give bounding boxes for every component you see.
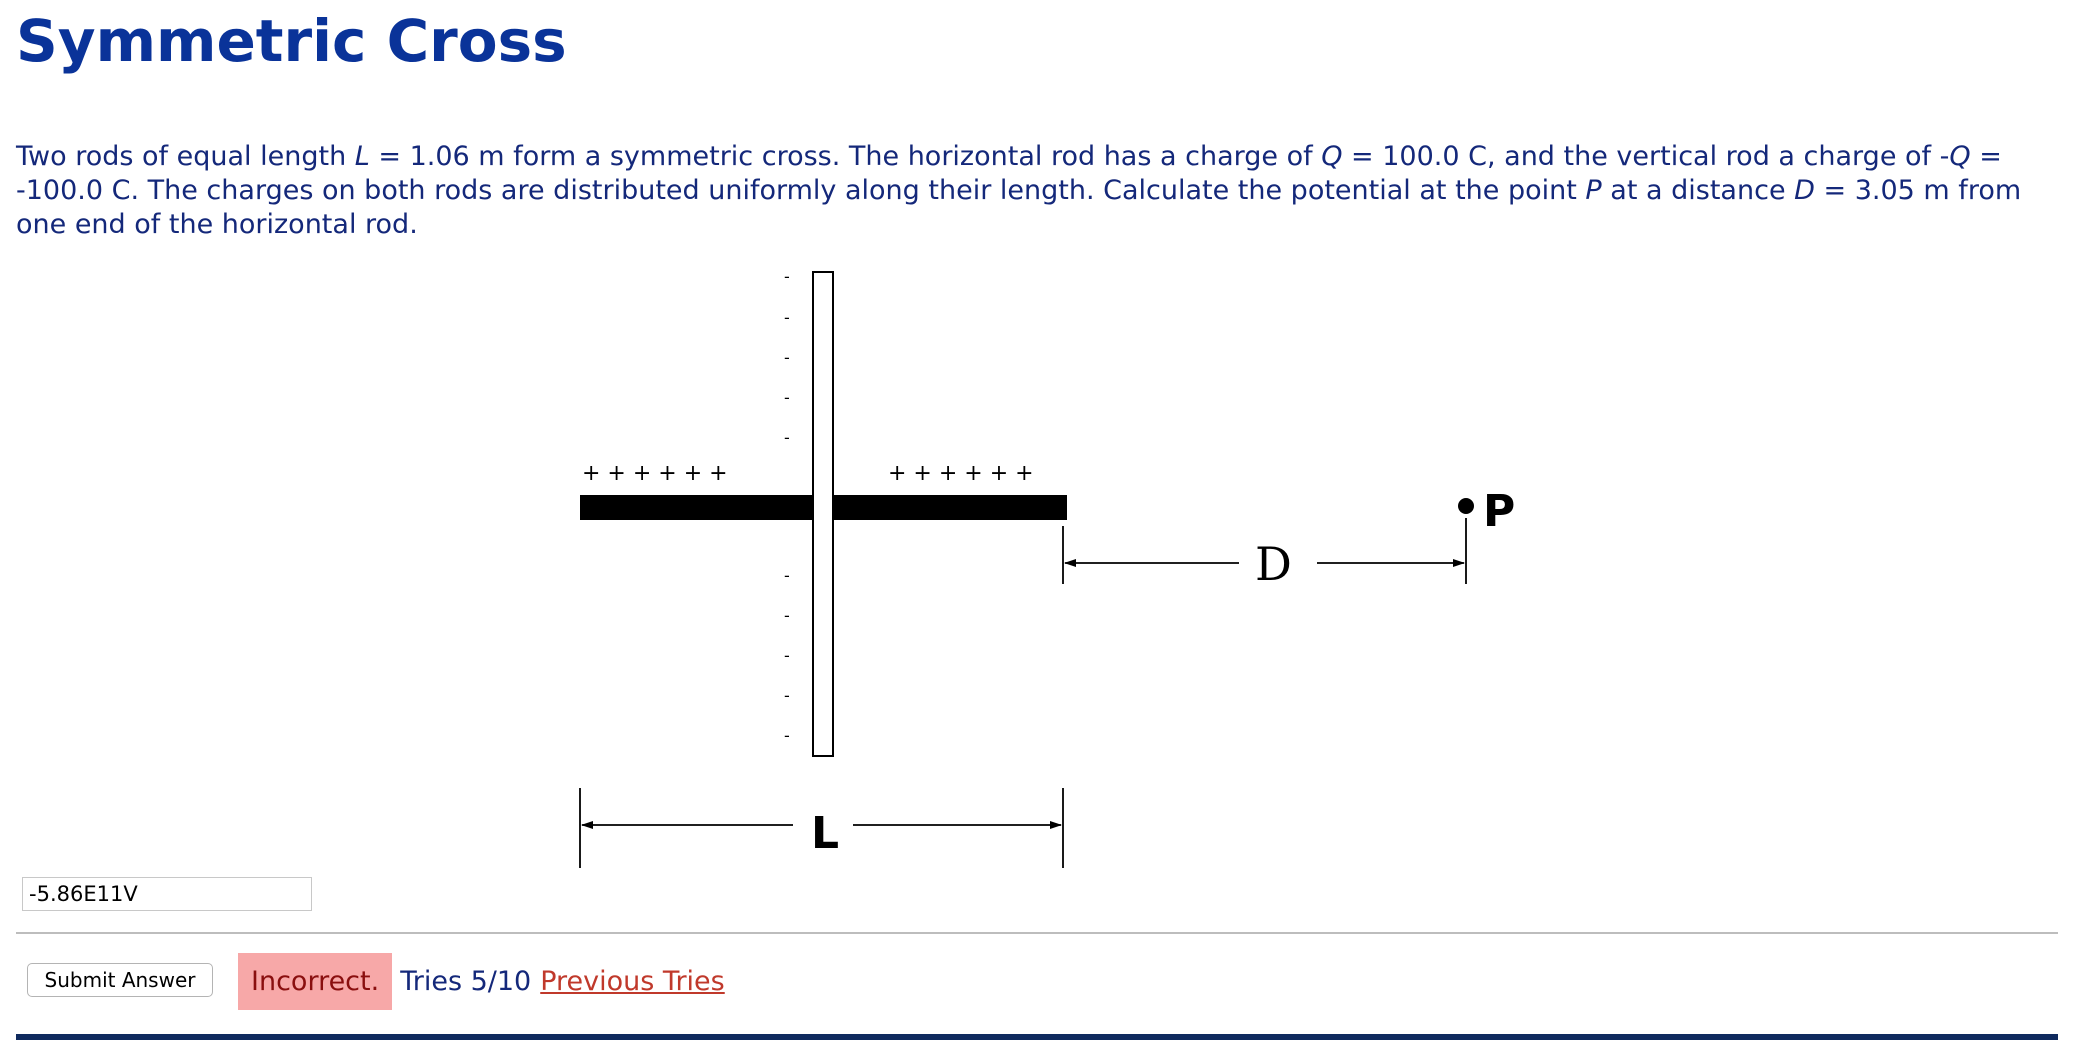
problem-text: = -100.0 C. The charges on both rods are distributed uniformly along their length. Calculate the potential at the point	[16, 141, 2002, 206]
svg-text:-: -	[784, 646, 790, 665]
label-D: D	[1255, 537, 1292, 591]
problem-text: Two rods of equal length	[16, 141, 355, 172]
svg-text:-: -	[784, 388, 790, 407]
symbol-P: P	[1585, 175, 1602, 206]
feedback-area	[238, 953, 725, 1010]
page-title: Symmetric Cross	[16, 7, 567, 75]
plus-charges-left: + + + + + +	[582, 461, 728, 486]
cross-diagram	[560, 262, 1520, 872]
svg-text:-: -	[784, 428, 790, 447]
svg-text:-: -	[784, 348, 790, 367]
minus-charges-upper	[784, 267, 790, 447]
answer-input[interactable]	[22, 877, 312, 911]
point-P	[1458, 498, 1474, 514]
symbol-L: L	[354, 141, 370, 172]
problem-text: = 1.06 m form a symmetric cross. The horizontal rod has a charge of	[369, 141, 1322, 172]
problem-text: at a distance	[1601, 175, 1795, 206]
symbol-Q: Q	[1949, 141, 1971, 172]
label-L: L	[811, 808, 840, 859]
symbol-Q: Q	[1321, 141, 1343, 172]
submit-answer-button[interactable]: Submit Answer	[27, 963, 213, 997]
footer-bar	[16, 1034, 2058, 1040]
problem-text: = 100.0 C, and the vertical rod a charge of -	[1342, 141, 1950, 172]
svg-text:-: -	[784, 726, 790, 745]
plus-charges-right: + + + + + +	[888, 461, 1034, 486]
label-P: P	[1483, 486, 1516, 537]
problem-text: = 3.05 m from one end of the horizontal rod.	[16, 175, 2022, 240]
previous-tries-link[interactable]: Previous Tries	[540, 966, 725, 997]
symbol-D: D	[1794, 175, 1815, 206]
vertical-rod	[813, 272, 833, 756]
svg-text:-: -	[784, 308, 790, 327]
divider	[16, 932, 2058, 934]
svg-text:-: -	[784, 267, 790, 286]
svg-text:-: -	[784, 566, 790, 585]
incorrect-badge: Incorrect.	[238, 953, 392, 1010]
problem-statement	[16, 140, 2066, 242]
svg-text:-: -	[784, 606, 790, 625]
svg-text:-: -	[784, 686, 790, 705]
tries-count: Tries 5/10	[400, 966, 532, 997]
minus-charges-lower	[784, 566, 790, 745]
